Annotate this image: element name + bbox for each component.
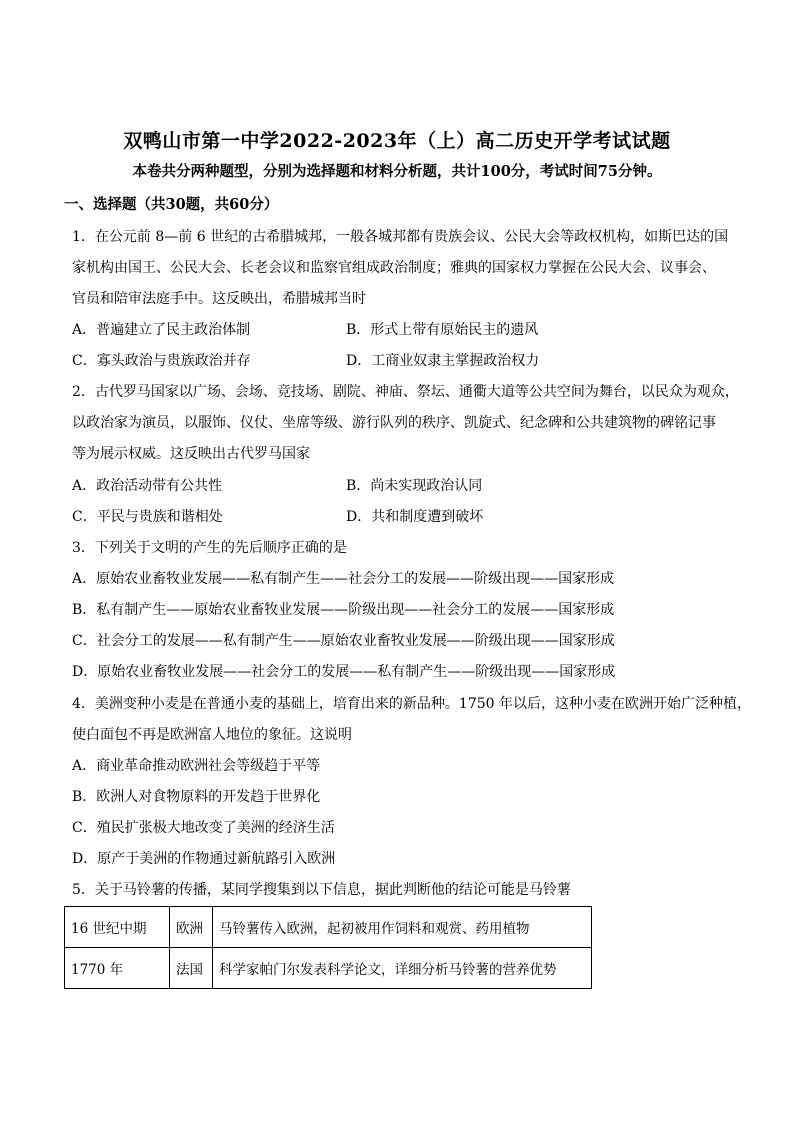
question-4-option-b: B．欧洲人对食物原料的开发趋于世界化 — [72, 789, 321, 805]
table-row — [65, 948, 592, 989]
potato-info-table — [64, 906, 592, 989]
question-1-stem-line-3: 官员和陪审法庭手中。这反映出，希腊城邦当时 — [72, 291, 366, 307]
question-2-option-a: A．政治活动带有公共性 — [72, 478, 223, 494]
question-4-option-c: C．殖民扩张极大地改变了美洲的经济生活 — [72, 820, 335, 836]
table-cell-region: 欧洲 — [170, 907, 213, 948]
question-1-option-d: D．工商业奴隶主掌握政治权力 — [346, 353, 540, 369]
table-cell-period: 1770 年 — [65, 948, 170, 989]
question-3-option-a: A．原始农业畜牧业发展——私有制产生——社会分工的发展——阶级出现——国家形成 — [72, 571, 615, 587]
question-5-stem-line-1: 5．关于马铃薯的传播，某同学搜集到以下信息，据此判断他的结论可能是马铃薯 — [72, 882, 571, 898]
question-3-option-d: D．原始农业畜牧业发展——社会分工的发展——私有制产生——阶级出现——国家形成 — [72, 664, 616, 680]
question-4-option-a: A．商业革命推动欧洲社会等级趋于平等 — [72, 758, 321, 774]
table-cell-event: 科学家帕门尔发表科学论文，详细分析马铃薯的营养优势 — [213, 948, 592, 989]
question-2-option-c: C．平民与贵族和谐相处 — [72, 509, 223, 525]
exam-instructions: 本卷共分两种题型，分别为选择题和材料分析题，共计100分，考试时间75分钟。 — [132, 163, 662, 180]
question-4-option-d: D．原产于美洲的作物通过新航路引入欧洲 — [72, 851, 336, 867]
table-row — [65, 907, 592, 948]
question-2-stem-line-2: 以政治家为演员，以服饰、仪仗、坐席等级、游行队列的秩序、凯旋式、纪念碑和公共建筑物的碑铭记事 — [72, 415, 716, 431]
question-1-stem-line-2: 家机构由国王、公民大会、长老会议和监察官组成政治制度；雅典的国家权力掌握在公民大会、议事会、 — [72, 260, 716, 276]
question-4-stem-line-2: 使白面包不再是欧洲富人地位的象征。这说明 — [72, 727, 352, 743]
question-1-stem-line-1: 1．在公元前 8—前 6 世纪的古希腊城邦，一般各城邦都有贵族会议、公民大会等政权机构，如斯巴达的国 — [72, 229, 729, 245]
question-2-option-d: D．共和制度遭到破坏 — [346, 509, 484, 525]
page-title: 双鸭山市第一中学2022-2023年（上）高二历史开学考试试题 — [123, 130, 671, 152]
question-4-stem-line-1: 4．美洲变种小麦是在普通小麦的基础上，培育出来的新品种。1750 年以后，这种小麦在欧洲开始广泛种植， — [72, 696, 751, 712]
section-heading: 一、选择题（共30题，共60分） — [64, 196, 279, 213]
question-3-option-b: B．私有制产生——原始农业畜牧业发展——阶级出现——社会分工的发展——国家形成 — [72, 602, 615, 618]
table-cell-event: 马铃薯传入欧洲，起初被用作饲料和观赏、药用植物 — [213, 907, 592, 948]
question-2-stem-line-1: 2．古代罗马国家以广场、会场、竞技场、剧院、神庙、祭坛、通衢大道等公共空间为舞台，以民众为观众， — [72, 384, 739, 400]
question-3-stem-line-1: 3．下列关于文明的产生的先后顺序正确的是 — [72, 540, 347, 556]
table-cell-period: 16 世纪中期 — [65, 907, 170, 948]
question-2-option-b: B．尚未实现政治认同 — [346, 478, 483, 494]
question-1-option-a: A．普遍建立了民主政治体制 — [72, 322, 251, 338]
question-1-option-c: C．寡头政治与贵族政治并存 — [72, 353, 251, 369]
question-1-option-b: B．形式上带有原始民主的遗风 — [346, 322, 539, 338]
question-3-option-c: C．社会分工的发展——私有制产生——原始农业畜牧业发展——阶级出现——国家形成 — [72, 633, 615, 649]
table-cell-region: 法国 — [170, 948, 213, 989]
question-2-stem-line-3: 等为展示权威。这反映出古代罗马国家 — [72, 446, 310, 462]
